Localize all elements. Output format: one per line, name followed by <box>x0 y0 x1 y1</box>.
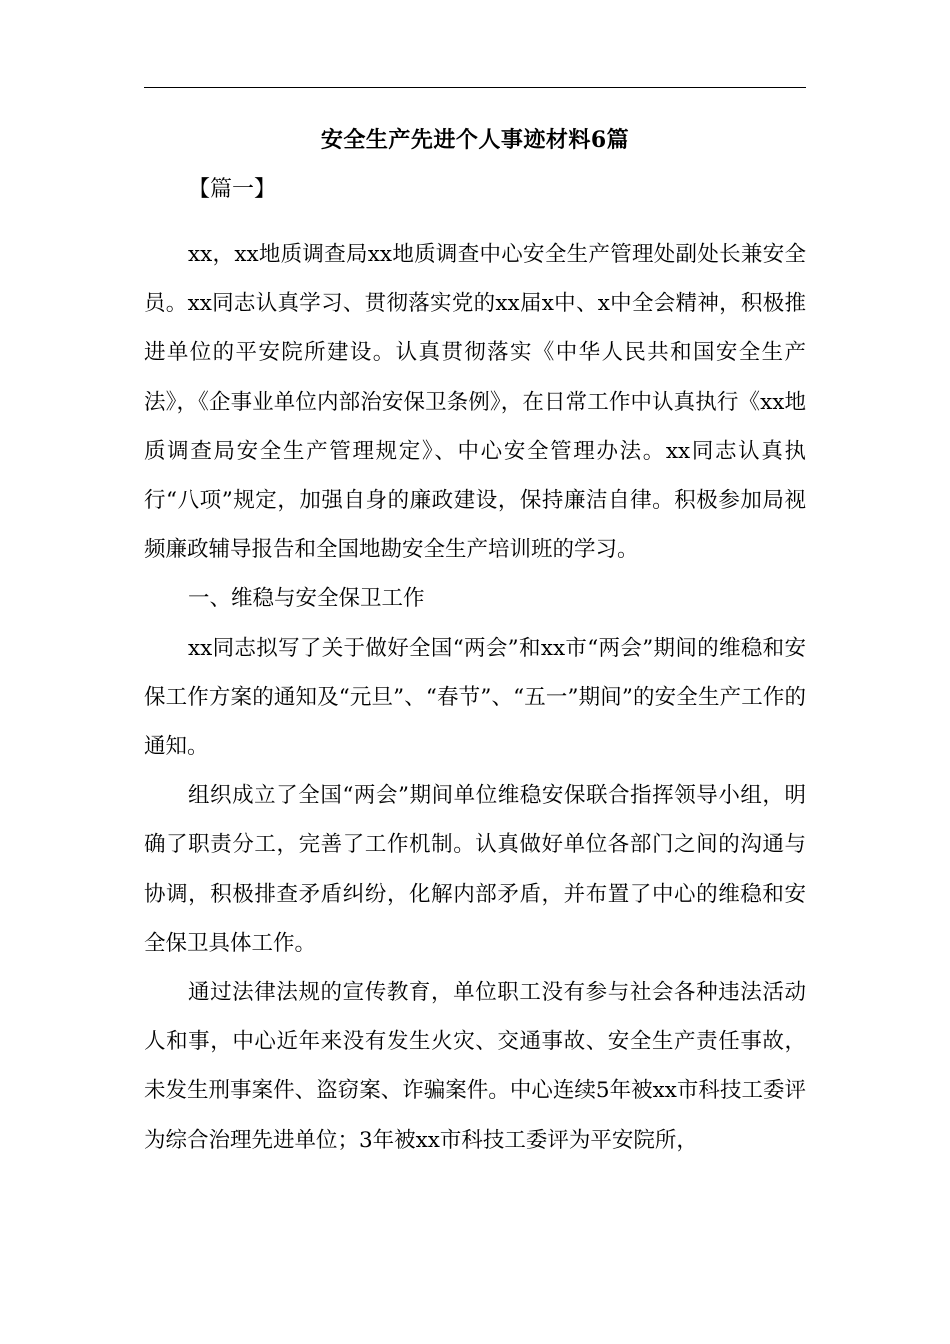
paragraph-heading-1: 一、维稳与安全保卫工作 <box>188 586 425 612</box>
paragraph-notice: xx同志拟写了关于做好全国“两会”和xx市“两会”期间的维稳和安保工作方案的通知及“元旦”、“春节”、“五一”期间”的安全生产工作的通知。 <box>144 635 806 760</box>
header-rule <box>144 87 806 88</box>
document-title: 安全生产先进个人事迹材料6篇 <box>320 127 630 153</box>
paragraph-results: 通过法律法规的宣传教育，单位职工没有参与社会各种违法活动人和事，中心近年来没有发生火灾、交通事故、安全生产责任事故，未发生刑事案件、盗窃案、诈骗案件。中心连续5年被xx市科技工委评为综合治理先进单位；3年被xx市科技工委评为平安院所， <box>144 980 806 1153</box>
section-label: 【篇一】 <box>188 177 277 202</box>
paragraph-intro: xx，xx地质调查局xx地质调查中心安全生产管理处副处长兼安全员。xx同志认真学习、贯彻落实党的xx届x中、x中全会精神，积极推进单位的平安院所建设。认真贯彻落实《中华人民共和国安全生产法》，《企事业单位内部治安保卫条例》，在日常工作中认真执行《xx地质调查局安全生产管理规定》、中心安全管理办法。xx同志认真执行“八项”规定，加强自身的廉政建设，保持廉洁自律。积极参加局视频廉政辅导报告和全国地勘安全生产培训班的学习。 <box>144 242 806 563</box>
paragraph-organization: 组织成立了全国“两会”期间单位维稳安保联合指挥领导小组，明确了职责分工，完善了工作机制。认真做好单位各部门之间的沟通与协调，积极排查矛盾纠纷，化解内部矛盾，并布置了中心的维稳和安全保卫具体工作。 <box>144 783 806 956</box>
document-body <box>144 230 806 1165</box>
